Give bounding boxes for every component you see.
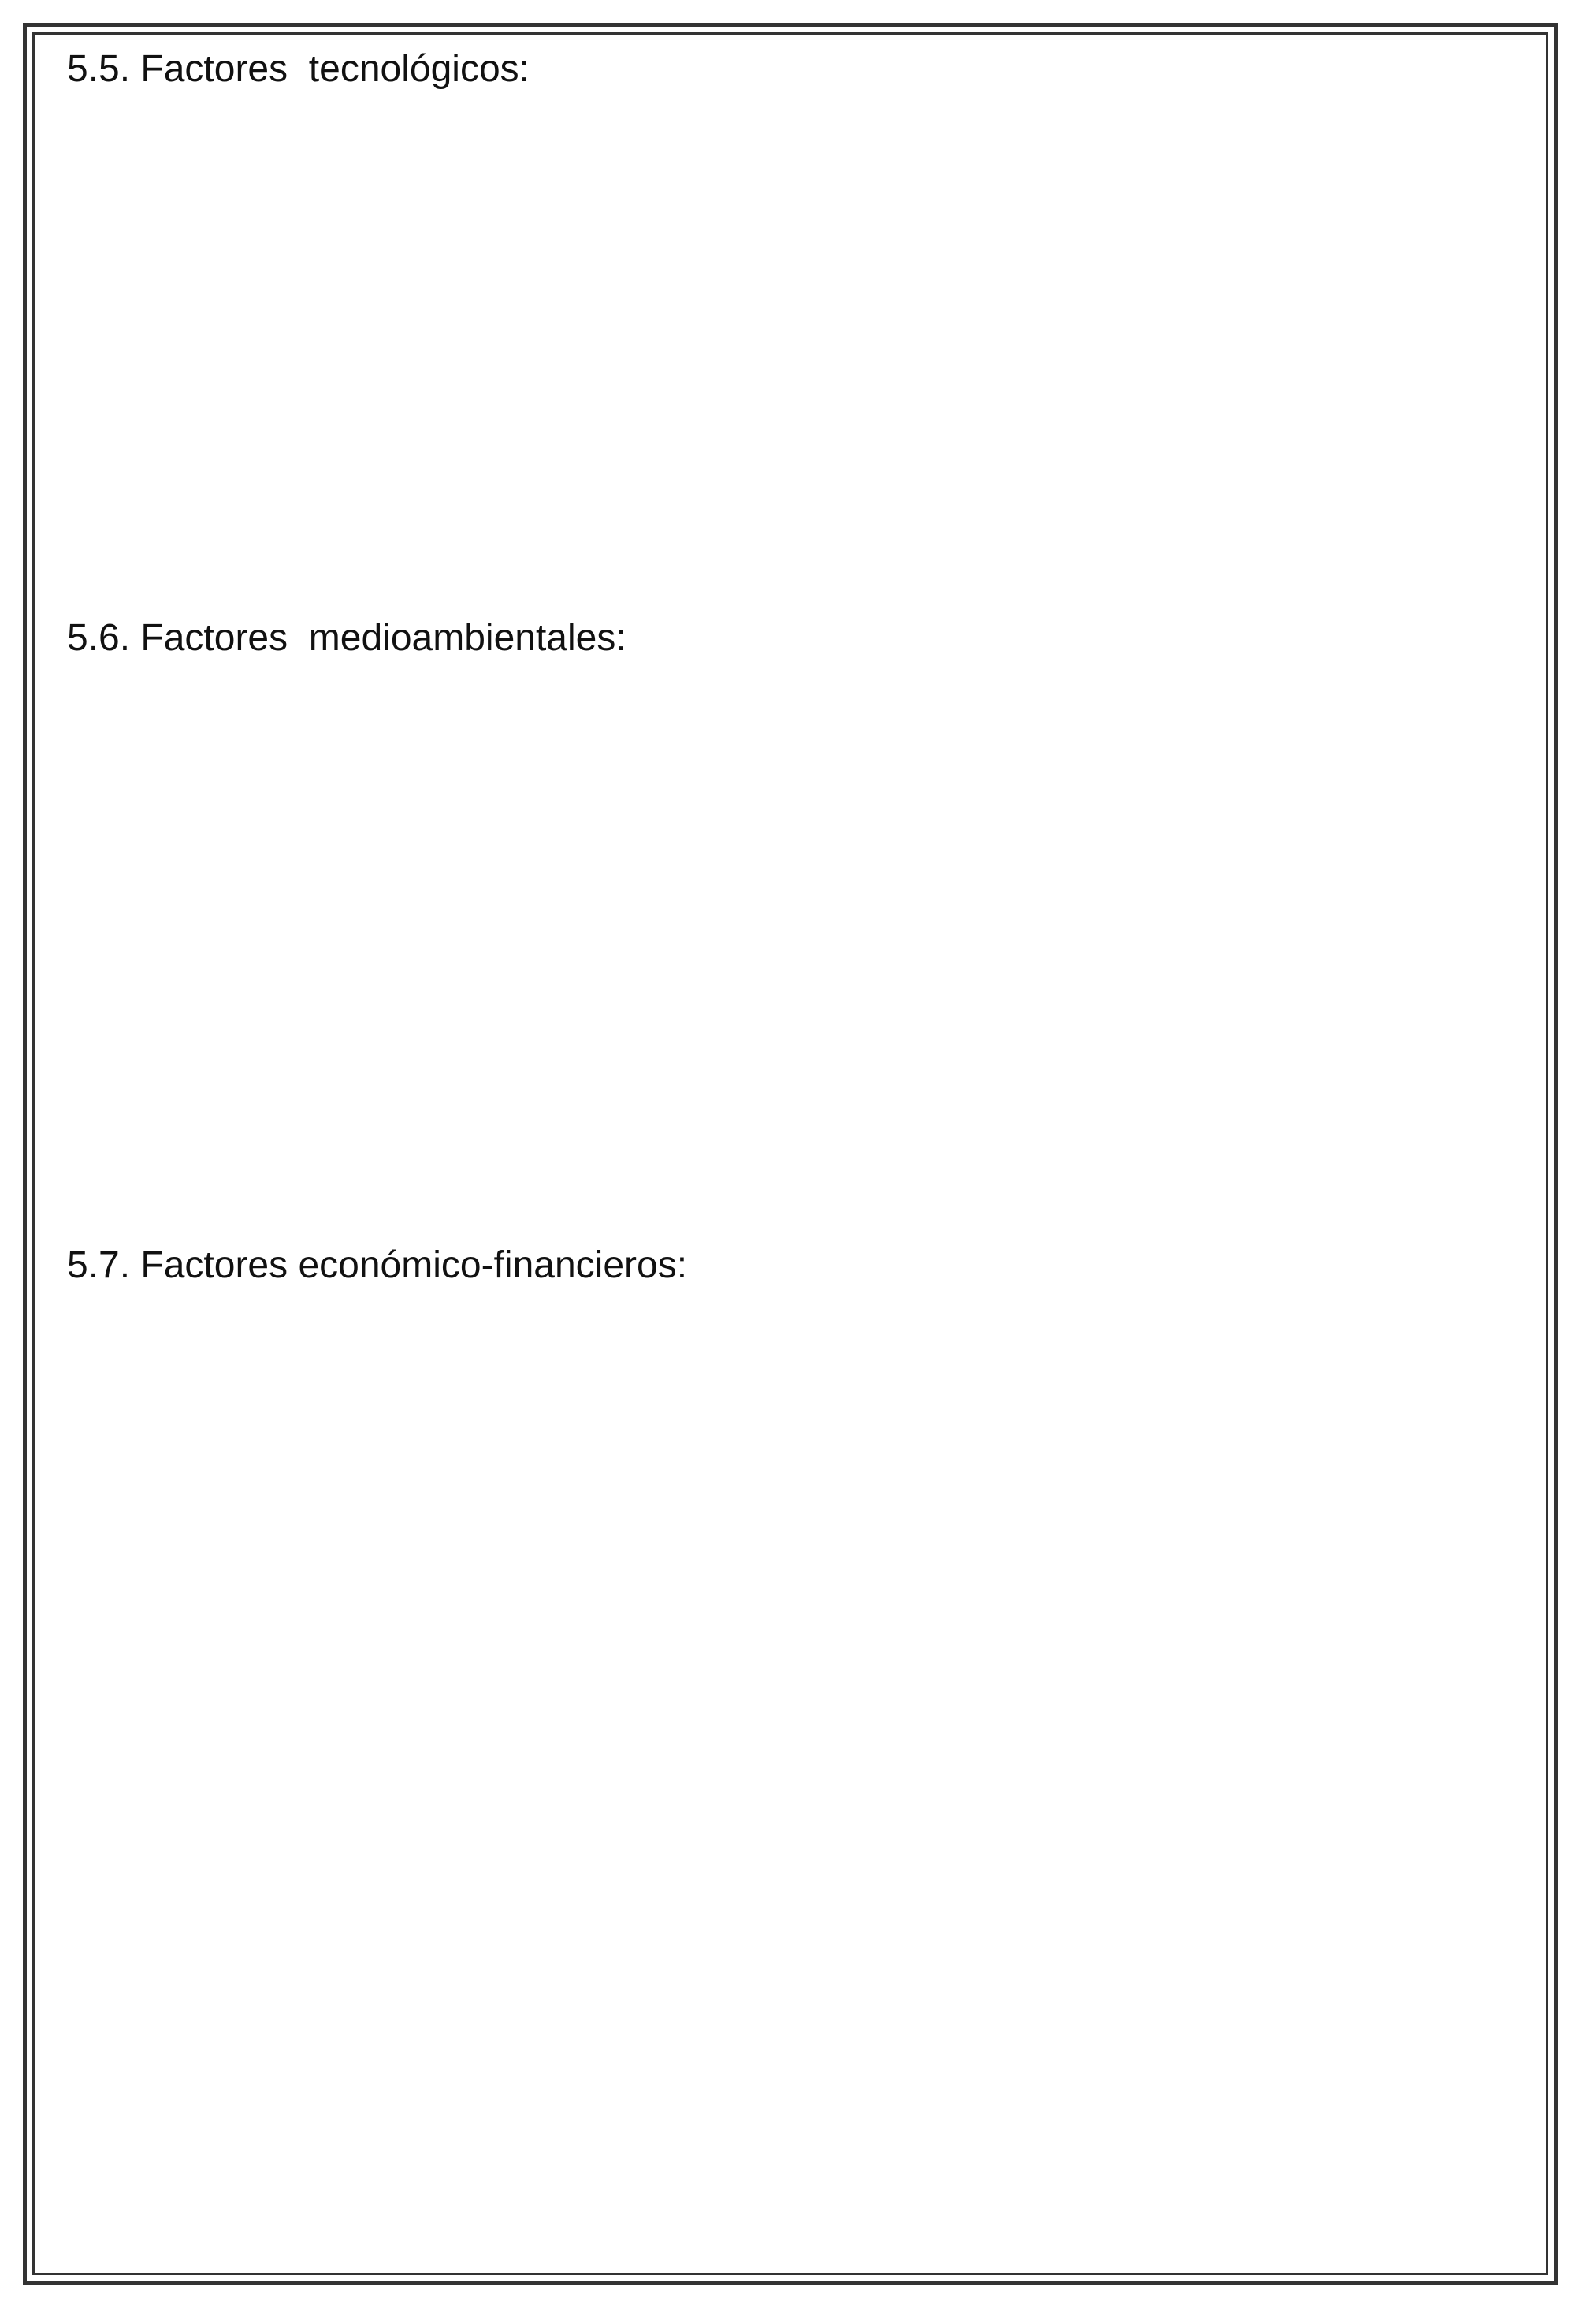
section-heading-technological-factors: 5.5. Factores tecnológicos: — [67, 48, 530, 90]
answer-area-technological-factors[interactable] — [67, 102, 1501, 591]
answer-area-environmental-factors[interactable] — [67, 671, 1501, 1215]
section-heading-economic-financial-factors: 5.7. Factores económico-financieros: — [67, 1244, 688, 1286]
answer-area-economic-financial-factors[interactable] — [67, 1299, 1501, 2229]
section-heading-environmental-factors: 5.6. Factores medioambientales: — [67, 617, 626, 659]
